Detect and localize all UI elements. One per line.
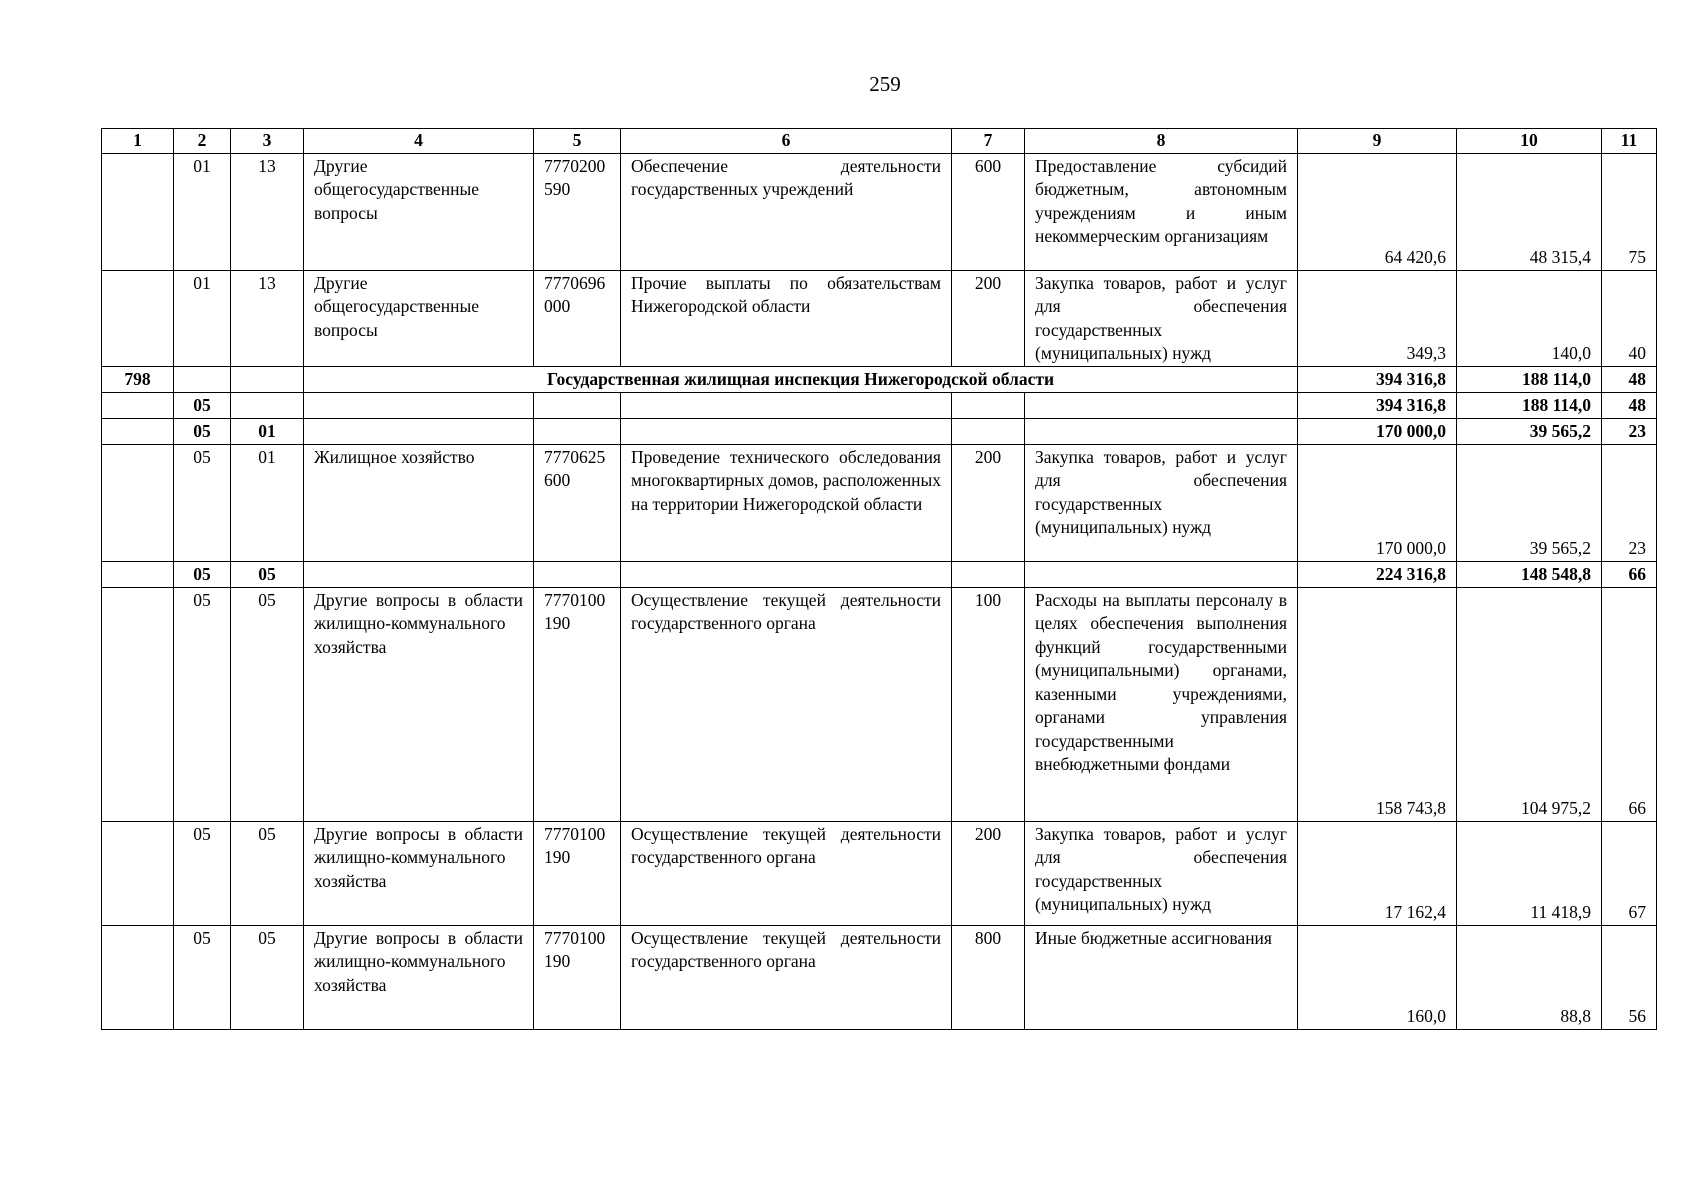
- table-row-section-total: [102, 392, 1657, 418]
- cell-actual: 11 418,9: [1457, 821, 1602, 925]
- cell-empty: [1025, 561, 1298, 587]
- cell-empty: [304, 418, 534, 444]
- cell-section: 05: [174, 587, 231, 821]
- cell-subsection: 05: [231, 925, 304, 1029]
- cell-expense-name: Расходы на выплаты персоналу в целях обеспечения выполнения функций государственными (муниципальными) органами, казенными учреждениями, органами управления государственными внебюджетными фондами: [1025, 587, 1298, 821]
- cell-empty: [621, 392, 952, 418]
- cell-target-name: Осуществление текущей деятельности государственного органа: [621, 925, 952, 1029]
- cell-section: 05: [174, 444, 231, 561]
- cell-actual: 48 315,4: [1457, 153, 1602, 270]
- cell-section-name: Другие общегосударственные вопросы: [304, 270, 534, 366]
- cell-subsection: [231, 366, 304, 392]
- cell-expense-type: 200: [952, 821, 1025, 925]
- cell-percent: 66: [1602, 587, 1657, 821]
- cell-actual: 188 114,0: [1457, 392, 1602, 418]
- table-row: [102, 587, 1657, 821]
- cell-subsection: 01: [231, 444, 304, 561]
- table-row: [102, 444, 1657, 561]
- cell-subsection: [231, 392, 304, 418]
- cell-percent: 23: [1602, 418, 1657, 444]
- cell-target-name: Проведение технического обследования многоквартирных домов, расположенных на территории Нижегородской области: [621, 444, 952, 561]
- cell-expense-name: Закупка товаров, работ и услуг для обеспечения государственных (муниципальных) нужд: [1025, 270, 1298, 366]
- cell-section: 01: [174, 153, 231, 270]
- budget-table: [101, 128, 1657, 1030]
- cell-expense-type: 600: [952, 153, 1025, 270]
- cell-empty: [952, 418, 1025, 444]
- header-cell: 7: [952, 129, 1025, 154]
- cell-subsection: 13: [231, 270, 304, 366]
- header-cell: 5: [534, 129, 621, 154]
- cell-expense-name: Предоставление субсидий бюджетным, автономным учреждениям и иным некоммерческим организациям: [1025, 153, 1298, 270]
- cell-code-1: [102, 270, 174, 366]
- cell-empty: [621, 418, 952, 444]
- cell-plan: 224 316,8: [1298, 561, 1457, 587]
- header-cell: 6: [621, 129, 952, 154]
- cell-actual: 39 565,2: [1457, 418, 1602, 444]
- cell-empty: [534, 392, 621, 418]
- table-row: [102, 270, 1657, 366]
- cell-plan: 170 000,0: [1298, 418, 1457, 444]
- cell-target-code: 7770200590: [534, 153, 621, 270]
- cell-section-name: Другие вопросы в области жилищно-коммунального хозяйства: [304, 821, 534, 925]
- header-cell: 1: [102, 129, 174, 154]
- header-cell: 8: [1025, 129, 1298, 154]
- cell-empty: [952, 392, 1025, 418]
- header-cell: 3: [231, 129, 304, 154]
- cell-actual: 140,0: [1457, 270, 1602, 366]
- cell-actual: 39 565,2: [1457, 444, 1602, 561]
- cell-percent: 67: [1602, 821, 1657, 925]
- cell-section: 05: [174, 392, 231, 418]
- cell-plan: 170 000,0: [1298, 444, 1457, 561]
- cell-ministry-title: Государственная жилищная инспекция Нижегородской области: [304, 366, 1298, 392]
- cell-percent: 40: [1602, 270, 1657, 366]
- cell-section-name: Другие общегосударственные вопросы: [304, 153, 534, 270]
- cell-target-code: 7770625600: [534, 444, 621, 561]
- cell-code-1: [102, 561, 174, 587]
- cell-subsection: 01: [231, 418, 304, 444]
- cell-percent: 75: [1602, 153, 1657, 270]
- cell-section: 05: [174, 821, 231, 925]
- cell-target-name: Осуществление текущей деятельности государственного органа: [621, 587, 952, 821]
- cell-target-code: 7770696000: [534, 270, 621, 366]
- cell-ministry-code: 798: [102, 366, 174, 392]
- cell-actual: 188 114,0: [1457, 366, 1602, 392]
- table-row-subsection-total: [102, 418, 1657, 444]
- cell-section-name: Жилищное хозяйство: [304, 444, 534, 561]
- cell-actual: 88,8: [1457, 925, 1602, 1029]
- cell-empty: [534, 418, 621, 444]
- cell-subsection: 05: [231, 587, 304, 821]
- cell-empty: [621, 561, 952, 587]
- cell-subsection: 05: [231, 821, 304, 925]
- cell-code-1: [102, 392, 174, 418]
- cell-plan: 158 743,8: [1298, 587, 1457, 821]
- cell-empty: [1025, 392, 1298, 418]
- cell-subsection: 05: [231, 561, 304, 587]
- cell-code-1: [102, 925, 174, 1029]
- cell-expense-type: 200: [952, 270, 1025, 366]
- cell-actual: 104 975,2: [1457, 587, 1602, 821]
- cell-expense-type: 100: [952, 587, 1025, 821]
- cell-empty: [304, 561, 534, 587]
- cell-code-1: [102, 418, 174, 444]
- table-row: [102, 925, 1657, 1029]
- table-row-subsection-total: [102, 561, 1657, 587]
- cell-code-1: [102, 821, 174, 925]
- cell-expense-name: Закупка товаров, работ и услуг для обеспечения государственных (муниципальных) нужд: [1025, 821, 1298, 925]
- cell-code-1: [102, 153, 174, 270]
- cell-target-code: 7770100190: [534, 821, 621, 925]
- cell-target-code: 7770100190: [534, 925, 621, 1029]
- cell-section-name: Другие вопросы в области жилищно-коммунального хозяйства: [304, 925, 534, 1029]
- cell-actual: 148 548,8: [1457, 561, 1602, 587]
- cell-plan: 349,3: [1298, 270, 1457, 366]
- cell-expense-type: 800: [952, 925, 1025, 1029]
- cell-percent: 56: [1602, 925, 1657, 1029]
- cell-code-1: [102, 444, 174, 561]
- cell-percent: 23: [1602, 444, 1657, 561]
- cell-plan: 17 162,4: [1298, 821, 1457, 925]
- header-cell: 11: [1602, 129, 1657, 154]
- cell-empty: [1025, 418, 1298, 444]
- header-cell: 9: [1298, 129, 1457, 154]
- cell-percent: 48: [1602, 366, 1657, 392]
- cell-expense-type: 200: [952, 444, 1025, 561]
- cell-target-name: Прочие выплаты по обязательствам Нижегородской области: [621, 270, 952, 366]
- cell-plan: 160,0: [1298, 925, 1457, 1029]
- table-row: [102, 153, 1657, 270]
- cell-target-name: Обеспечение деятельности государственных учреждений: [621, 153, 952, 270]
- cell-target-code: 7770100190: [534, 587, 621, 821]
- cell-expense-name: Иные бюджетные ассигнования: [1025, 925, 1298, 1029]
- cell-target-name: Осуществление текущей деятельности государственного органа: [621, 821, 952, 925]
- table-row-ministry: [102, 366, 1657, 392]
- cell-plan: 394 316,8: [1298, 392, 1457, 418]
- header-row: [102, 129, 1657, 154]
- cell-empty: [304, 392, 534, 418]
- header-cell: 2: [174, 129, 231, 154]
- cell-percent: 66: [1602, 561, 1657, 587]
- cell-plan: 64 420,6: [1298, 153, 1457, 270]
- page-number: 259: [869, 72, 901, 96]
- cell-percent: 48: [1602, 392, 1657, 418]
- cell-section-name: Другие вопросы в области жилищно-коммунального хозяйства: [304, 587, 534, 821]
- header-cell: 10: [1457, 129, 1602, 154]
- cell-empty: [952, 561, 1025, 587]
- cell-section: 05: [174, 561, 231, 587]
- cell-plan: 394 316,8: [1298, 366, 1457, 392]
- header-cell: 4: [304, 129, 534, 154]
- cell-section: 01: [174, 270, 231, 366]
- cell-section: 05: [174, 418, 231, 444]
- table-row: [102, 821, 1657, 925]
- cell-expense-name: Закупка товаров, работ и услуг для обеспечения государственных (муниципальных) нужд: [1025, 444, 1298, 561]
- cell-section: 05: [174, 925, 231, 1029]
- cell-subsection: 13: [231, 153, 304, 270]
- cell-section: [174, 366, 231, 392]
- cell-empty: [534, 561, 621, 587]
- cell-code-1: [102, 587, 174, 821]
